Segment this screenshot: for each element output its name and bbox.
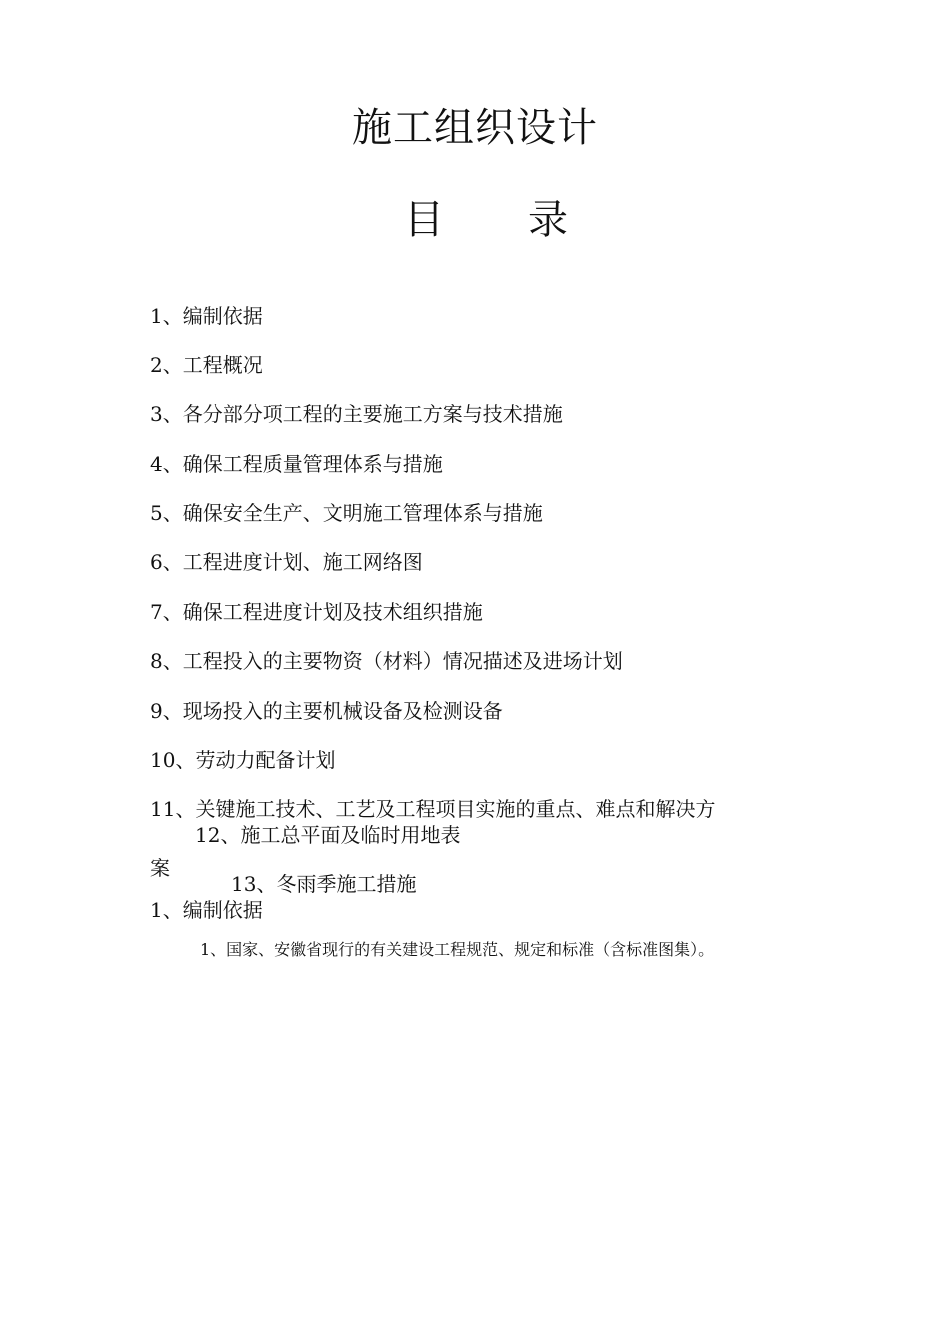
document-title: 施工组织设计 [352,105,598,151]
toc-item-2: 2、工程概况 [150,353,263,377]
toc-heading: 目录 [404,197,652,243]
toc-item-11: 11、关键施工技术、工艺及工程项目实施的重点、难点和解决方 [150,797,716,821]
toc-item-13: 13、冬雨季施工措施 [231,872,417,896]
toc-item-10: 10、劳动力配备计划 [150,748,336,772]
toc-item-11-continuation: 案 [150,856,170,880]
toc-item-3: 3、各分部分项工程的主要施工方案与技术措施 [150,402,563,426]
toc-item-1: 1、编制依据 [150,304,263,328]
toc-item-12: 12、施工总平面及临时用地表 [195,823,461,847]
toc-item-5: 5、确保安全生产、文明施工管理体系与措施 [150,501,543,525]
section-heading: 1、编制依据 [150,898,263,922]
section-paragraph: 1、国家、安徽省现行的有关建设工程规范、规定和标准（含标准图集）。 [200,940,715,959]
toc-item-7: 7、确保工程进度计划及技术组织措施 [150,600,483,624]
toc-item-6: 6、工程进度计划、施工网络图 [150,550,423,574]
toc-item-4: 4、确保工程质量管理体系与措施 [150,452,443,476]
toc-item-9: 9、现场投入的主要机械设备及检测设备 [150,699,503,723]
toc-item-8: 8、工程投入的主要物资（材料）情况描述及进场计划 [150,649,623,673]
